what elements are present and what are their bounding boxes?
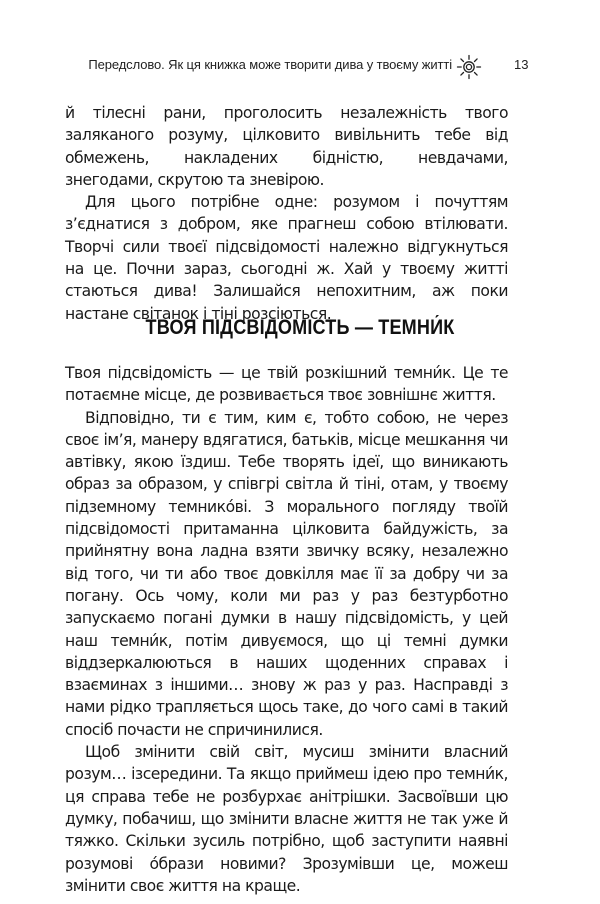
paragraph: й тілесні рани, проголосить незалежність твого заляканого розуму, цілковито вивільнить тебе від обмежень, накладених бідністю, невдачами, знегодами, скрутою та зневірою. bbox=[65, 104, 508, 189]
paragraph: Твоя підсвідомість — це твій розкішний темни́к. Це те потаємне місце, де розвивається твоє зовнішнє життя. bbox=[65, 364, 508, 405]
section-heading: ТВОЯ ПІДСВІДОМІСТЬ — ТЕМНИ́К bbox=[145, 316, 455, 339]
page-number: 13 bbox=[514, 57, 529, 72]
sun-icon bbox=[456, 54, 482, 80]
running-title: Передслово. Як ця книжка може творити дива у твоєму житті bbox=[88, 57, 452, 72]
running-header bbox=[0, 54, 600, 80]
text-block-section bbox=[65, 362, 508, 897]
text-block-continued bbox=[65, 102, 508, 325]
paragraph: Відповідно, ти є тим, ким є, тобто собою, не через своє ім’я, манеру вдягатися, батьків, місце мешкання чи автівку, якою їздиш. Тебе творять ідеї, що виникають образ за образом, у співгрі світла й тіні, отам, у твоєму підземному темнико́ві. З морального погляду твоїй підсвідомості притаманна цілковита байдужість, за прийнятну вона ладна взяти звичку всяку, незалежно від того, чи ти або твоє довкілля має її за добру чи за погану. Ось чому, коли ми раз у раз безтурботно запускаємо погані думки в нашу підсвідомість, у цей наш темни́к, потім дивуємося, що ці темні думки віддзеркалюються в наших щоденних справах і взаєминах з іншими… знову ж раз у раз. Насправді з нами рідко трапляється щось таке, до чого самі в такий спосіб почасти не спричинилися. bbox=[65, 408, 508, 739]
paragraph: Щоб змінити свій світ, мусиш змінити власний розум… ізсередини. Та якщо приймеш ідею про темни́к, ця справа тебе не розбурхає анітрішки. Засвоївши цю думку, побачиш, що змінити власне життя не так уже й тяжко. Скільки зусиль потрібно, щоб заступити наявні розумові о́брази новими? Зрозумівши це, можеш змінити своє життя на краще. bbox=[65, 743, 508, 895]
paragraph: Для цього потрібне одне: розумом і почуттям з’єднатися з добром, яке прагнеш собою втілювати. Творчі сили твоєї підсвідомості належно відгукнуться на це. Почни зараз, сьогодні ж. Хай у твоєму житті стаються дива! Залишайся непохитним, аж поки настане світанок і тіні розсіються. bbox=[65, 193, 508, 323]
